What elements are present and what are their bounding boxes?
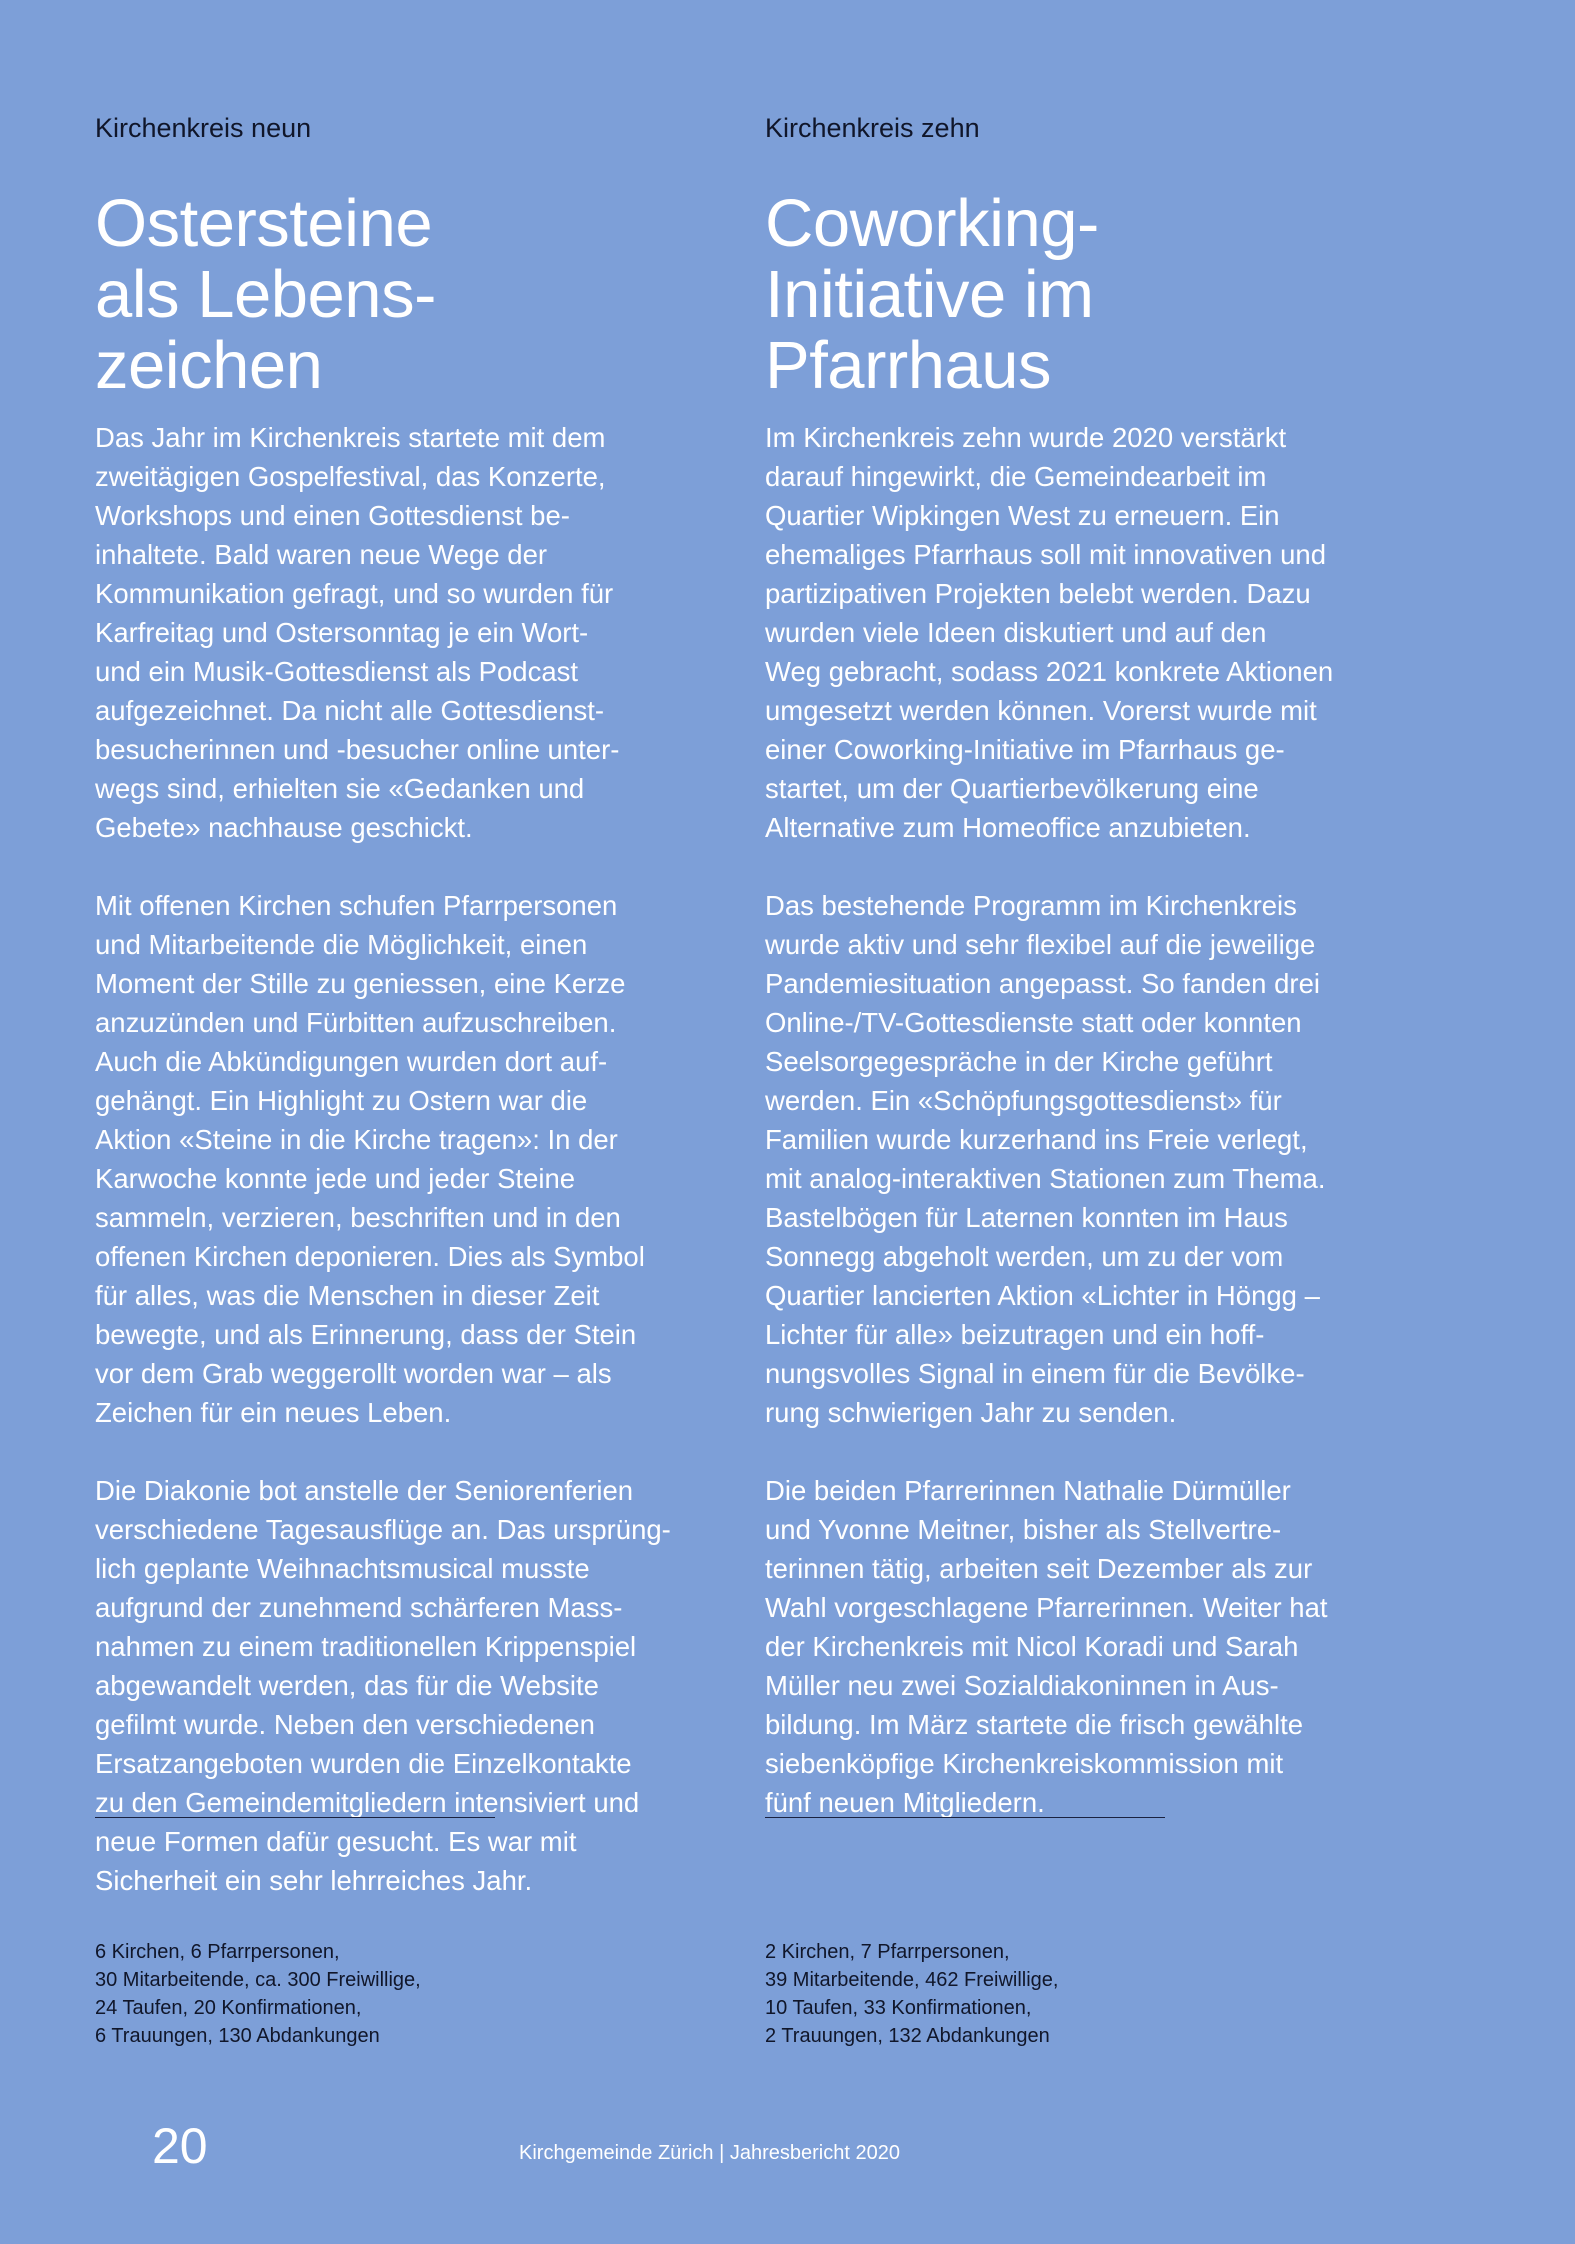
left-body — [95, 418, 735, 1939]
text-line: Auch die Abkündigungen wurden dort auf- — [95, 1046, 608, 1077]
text-line: bewegte, und als Erinnerung, dass der Stein — [95, 1319, 637, 1350]
text-line: Ersatzangeboten wurden die Einzelkontakte — [95, 1748, 632, 1779]
text-line: der Kirchenkreis mit Nicol Koradi und Sarah — [765, 1631, 1299, 1662]
text-line: besucherinnen und -besucher online unter- — [95, 734, 620, 765]
left-paragraph-2 — [95, 886, 735, 1432]
right-headline-line: Coworking- — [765, 186, 1099, 261]
left-stats — [95, 1938, 421, 2050]
text-line: werden. Ein «Schöpfungsgottesdienst» für — [765, 1085, 1282, 1116]
text-line: vor dem Grab weggerollt worden war – als — [95, 1358, 612, 1389]
page-number: 20 — [152, 2118, 208, 2174]
text-line: Sonnegg abgeholt werden, um zu der vom — [765, 1241, 1284, 1272]
text-line: und Yvonne Meitner, bisher als Stellvertre- — [765, 1514, 1282, 1545]
left-paragraph-3 — [95, 1471, 735, 1900]
text-line: bildung. Im März startete die frisch gewählte — [765, 1709, 1304, 1740]
text-line: nungsvolles Signal in einem für die Bevölke- — [765, 1358, 1305, 1389]
text-line: sammeln, verzieren, beschriften und in den — [95, 1202, 621, 1233]
text-line: ehemaliges Pfarrhaus soll mit innovativen und — [765, 539, 1326, 570]
text-line: darauf hingewirkt, die Gemeindearbeit im — [765, 461, 1267, 492]
text-line: Quartier lancierten Aktion «Lichter in Höngg – — [765, 1280, 1320, 1311]
text-line: partizipativen Projekten belebt werden. Dazu — [765, 578, 1311, 609]
text-line: fünf neuen Mitgliedern. — [765, 1787, 1045, 1818]
text-line: aufgrund der zunehmend schärferen Mass- — [95, 1592, 623, 1623]
publication-footer: Kirchgemeinde Zürich | Jahresbericht 2020 — [519, 2142, 900, 2164]
text-line: Alternative zum Homeoffice anzubieten. — [765, 812, 1251, 843]
text-line: aufgezeichnet. Da nicht alle Gottesdienst- — [95, 695, 605, 726]
text-line: Seelsorgegespräche in der Kirche geführt — [765, 1046, 1273, 1077]
text-line: neue Formen dafür gesucht. Es war mit — [95, 1826, 577, 1857]
stats-line: 24 Taufen, 20 Konfirmationen, — [95, 1997, 362, 2019]
text-line: gefilmt wurde. Neben den verschiedenen — [95, 1709, 595, 1740]
text-line: Weg gebracht, sodass 2021 konkrete Aktionen — [765, 656, 1334, 687]
text-line: Wahl vorgeschlagene Pfarrerinnen. Weiter hat — [765, 1592, 1328, 1623]
text-line: Lichter für alle» beizutragen und ein hoff- — [765, 1319, 1265, 1350]
stats-line: 30 Mitarbeitende, ca. 300 Freiwillige, — [95, 1969, 421, 1991]
right-paragraph-1 — [765, 418, 1405, 847]
text-line: inhaltete. Bald waren neue Wege der — [95, 539, 548, 570]
text-line: offenen Kirchen deponieren. Dies als Symbol — [95, 1241, 645, 1272]
text-line: Aktion «Steine in die Kirche tragen»: In der — [95, 1124, 618, 1155]
left-headline-line: zeichen — [95, 328, 323, 403]
text-line: Das bestehende Programm im Kirchenkreis — [765, 890, 1297, 921]
text-line: Sicherheit ein sehr lehrreiches Jahr. — [95, 1865, 533, 1896]
text-line: umgesetzt werden können. Vorerst wurde mit — [765, 695, 1317, 726]
text-line: Die Diakonie bot anstelle der Seniorenferien — [95, 1475, 634, 1506]
text-line: zweitägigen Gospelfestival, das Konzerte, — [95, 461, 606, 492]
text-line: Das Jahr im Kirchenkreis startete mit dem — [95, 422, 606, 453]
text-line: mit analog-interaktiven Stationen zum Thema. — [765, 1163, 1326, 1194]
left-headline-line: Ostersteine — [95, 186, 433, 261]
stats-line: 2 Trauungen, 132 Abdankungen — [765, 2025, 1050, 2047]
text-line: terinnen tätig, arbeiten seit Dezember als zur — [765, 1553, 1313, 1584]
text-line: wegs sind, erhielten sie «Gedanken und — [95, 773, 585, 804]
text-line: anzuzünden und Fürbitten aufzuschreiben. — [95, 1007, 617, 1038]
right-headline-line: Initiative im — [765, 257, 1094, 332]
text-line: Kommunikation gefragt, und so wurden für — [95, 578, 614, 609]
text-line: Moment der Stille zu geniessen, eine Kerze — [95, 968, 626, 999]
stats-line: 6 Kirchen, 6 Pfarrpersonen, — [95, 1941, 340, 1963]
left-divider — [95, 1817, 495, 1818]
right-column — [765, 110, 1405, 1818]
text-line: Pandemiesituation angepasst. So fanden drei — [765, 968, 1320, 999]
text-line: startet, um der Quartierbevölkerung eine — [765, 773, 1259, 804]
stats-line: 39 Mitarbeitende, 462 Freiwillige, — [765, 1969, 1059, 1991]
text-line: nahmen zu einem traditionellen Krippenspiel — [95, 1631, 637, 1662]
text-line: lich geplante Weihnachtsmusical musste — [95, 1553, 590, 1584]
text-line: siebenköpfige Kirchenkreiskommission mit — [765, 1748, 1284, 1779]
right-divider — [765, 1817, 1165, 1818]
text-line: wurde aktiv und sehr flexibel auf die jeweilige — [765, 929, 1316, 960]
stats-line: 2 Kirchen, 7 Pfarrpersonen, — [765, 1941, 1010, 1963]
left-headline-line: als Lebens- — [95, 257, 436, 332]
text-line: Workshops und einen Gottesdienst be- — [95, 500, 570, 531]
stats-line: 6 Trauungen, 130 Abdankungen — [95, 2025, 380, 2047]
text-line: für alles, was die Menschen in dieser Zeit — [95, 1280, 600, 1311]
text-line: Zeichen für ein neues Leben. — [95, 1397, 452, 1428]
text-line: wurden viele Ideen diskutiert und auf den — [765, 617, 1267, 648]
left-paragraph-1 — [95, 418, 735, 847]
text-line: und Mitarbeitende die Möglichkeit, einen — [95, 929, 588, 960]
right-body — [765, 418, 1405, 1861]
left-headline — [95, 188, 735, 401]
right-paragraph-3 — [765, 1471, 1405, 1822]
text-line: Karfreitag und Ostersonntag je ein Wort- — [95, 617, 589, 648]
text-line: Familien wurde kurzerhand ins Freie verlegt, — [765, 1124, 1308, 1155]
text-line: Bastelbögen für Laternen konnten im Haus — [765, 1202, 1288, 1233]
right-paragraph-2 — [765, 886, 1405, 1432]
text-line: Im Kirchenkreis zehn wurde 2020 verstärkt — [765, 422, 1287, 453]
text-line: Gebete» nachhause geschickt. — [95, 812, 473, 843]
text-line: zu den Gemeindemitgliedern intensiviert und — [95, 1787, 640, 1818]
left-column — [95, 110, 735, 1896]
text-line: abgewandelt werden, das für die Website — [95, 1670, 599, 1701]
text-line: rung schwierigen Jahr zu senden. — [765, 1397, 1177, 1428]
right-kicker: Kirchenkreis zehn — [765, 113, 980, 143]
right-headline-line: Pfarrhaus — [765, 328, 1051, 403]
text-line: Karwoche konnte jede und jeder Steine — [95, 1163, 576, 1194]
text-line: Quartier Wipkingen West zu erneuern. Ein — [765, 500, 1280, 531]
text-line: gehängt. Ein Highlight zu Ostern war die — [95, 1085, 588, 1116]
left-kicker: Kirchenkreis neun — [95, 113, 312, 143]
text-line: Mit offenen Kirchen schufen Pfarrpersonen — [95, 890, 618, 921]
text-line: Müller neu zwei Sozialdiakoninnen in Aus- — [765, 1670, 1279, 1701]
text-line: verschiedene Tagesausflüge an. Das ursprüng- — [95, 1514, 671, 1545]
text-line: einer Coworking-Initiative im Pfarrhaus ge- — [765, 734, 1285, 765]
right-headline — [765, 188, 1405, 401]
text-line: Die beiden Pfarrerinnen Nathalie Dürmüller — [765, 1475, 1291, 1506]
text-line: und ein Musik-Gottesdienst als Podcast — [95, 656, 579, 687]
text-line: Online-/TV-Gottesdienste statt oder konnten — [765, 1007, 1302, 1038]
stats-line: 10 Taufen, 33 Konfirmationen, — [765, 1997, 1032, 2019]
right-stats — [765, 1938, 1059, 2050]
